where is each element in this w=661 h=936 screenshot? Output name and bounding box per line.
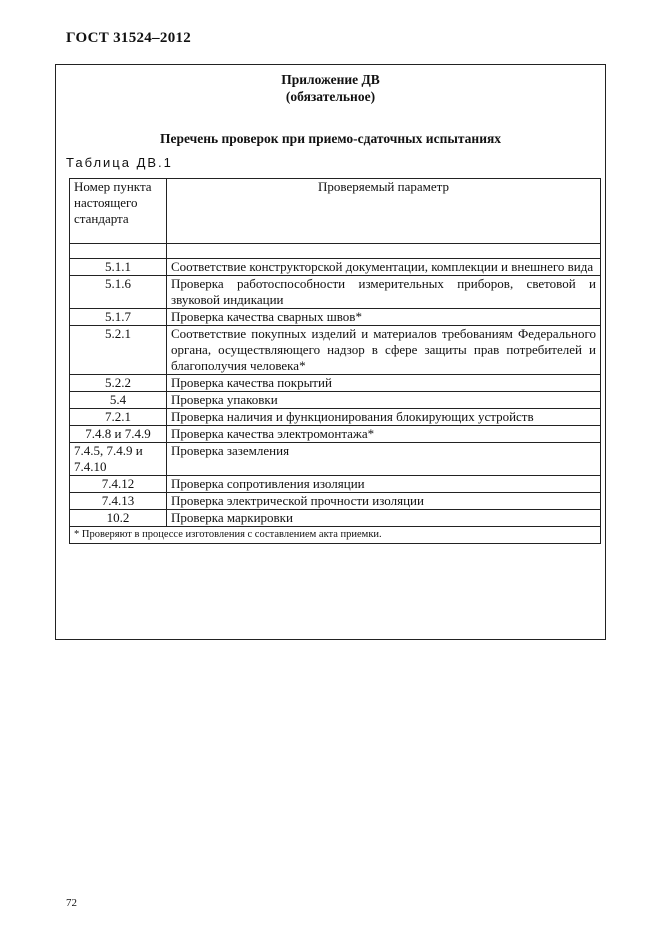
appendix-frame: [55, 64, 606, 640]
row-number: 7.4.5, 7.4.9 и 7.4.10: [70, 443, 167, 476]
table-row: [70, 476, 601, 493]
appendix-title: Приложение ДВ: [281, 72, 380, 87]
row-number: 7.4.13: [70, 493, 167, 510]
table-spacer-row: [70, 244, 601, 259]
table-row: [70, 510, 601, 527]
row-number: 5.1.1: [70, 259, 167, 276]
row-parameter: Проверка маркировки: [167, 510, 601, 527]
row-parameter: Проверка заземления: [167, 443, 601, 476]
row-parameter: Проверка упаковки: [167, 392, 601, 409]
header-number: Номер пункта настоящего стандарта: [70, 179, 167, 244]
row-parameter: Проверка сопротивления изоляции: [167, 476, 601, 493]
row-parameter: Проверка наличия и функционирования блокирующих устройств: [167, 409, 601, 426]
row-number: 7.4.12: [70, 476, 167, 493]
row-parameter: Проверка качества покрытий: [167, 375, 601, 392]
row-parameter: Проверка работоспособности измерительных приборов, световой и звуковой индикации: [167, 276, 601, 309]
page-number: 72: [66, 897, 77, 909]
row-number: 5.1.6: [70, 276, 167, 309]
row-number: 5.1.7: [70, 309, 167, 326]
row-number: 7.2.1: [70, 409, 167, 426]
row-parameter: Соответствие покупных изделий и материалов требованиям Федерального органа, осуществляющего надзор в сфере защиты прав потребителей и благополучия человека*: [167, 326, 601, 375]
row-parameter: Проверка электрической прочности изоляции: [167, 493, 601, 510]
table-row: [70, 493, 601, 510]
header-parameter: Проверяемый параметр: [167, 179, 601, 244]
row-number: 5.2.1: [70, 326, 167, 375]
table-row: [70, 409, 601, 426]
document-header: ГОСТ 31524–2012: [66, 30, 192, 46]
table-row: [70, 375, 601, 392]
table-header-row: [70, 179, 601, 244]
table-row: [70, 443, 601, 476]
row-parameter: Проверка качества сварных швов*: [167, 309, 601, 326]
table-row: [70, 276, 601, 309]
table-footnote-row: [70, 527, 601, 544]
appendix-subtitle: (обязательное): [285, 89, 376, 104]
row-number: 5.4: [70, 392, 167, 409]
row-parameter: Проверка качества электромонтажа*: [167, 426, 601, 443]
table-footnote: * Проверяют в процессе изготовления с составлением акта приемки.: [70, 527, 601, 544]
table-row: [70, 392, 601, 409]
row-number: 5.2.2: [70, 375, 167, 392]
table-row: [70, 426, 601, 443]
row-parameter: Соответствие конструкторской документации, комплекции и внешнего вида: [167, 259, 601, 276]
list-title: Перечень проверок при приемо-сдаточных испытаниях: [159, 131, 502, 146]
checks-table: [69, 178, 601, 544]
table-row: [70, 326, 601, 375]
table-row: [70, 309, 601, 326]
row-number: 10.2: [70, 510, 167, 527]
table-label: Таблица ДВ.1: [66, 155, 173, 170]
table-row: [70, 259, 601, 276]
row-number: 7.4.8 и 7.4.9: [70, 426, 167, 443]
